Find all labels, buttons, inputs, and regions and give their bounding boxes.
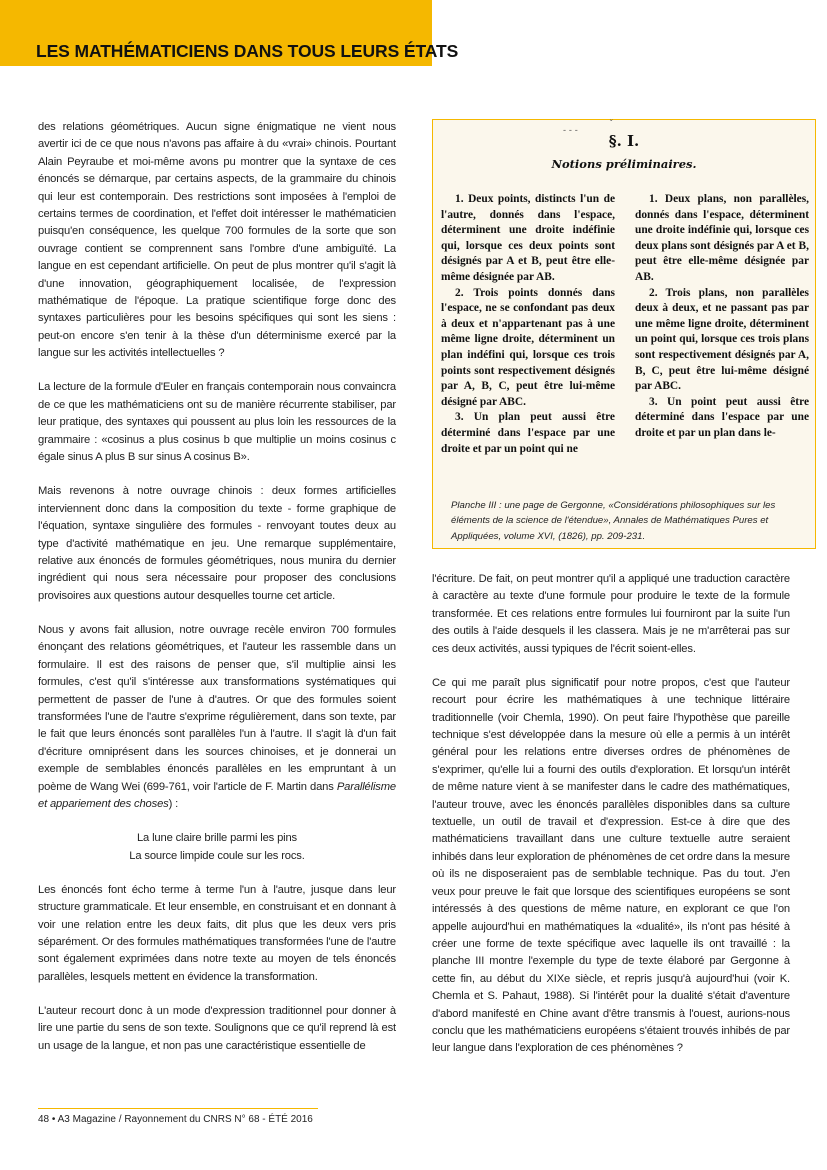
- figure-text: 3. Un plan peut aussi être déterminé dans l'espace par une droite et par un point qui ne: [441, 411, 615, 455]
- right-column: [432, 571, 790, 1058]
- figure-plate: [432, 119, 816, 549]
- footer-text: 48 • A3 Magazine / Rayonnement du CNRS N° 68 - ÉTÉ 2016: [38, 1114, 313, 1125]
- figure-text: 1. Deux points, distincts l'un de l'autre, donnés dans l'espace, déterminent une droite indéfinie qui, lorsque ces deux points sont désignés par A et B, peut être elle-même désignée par AB.: [441, 193, 615, 283]
- footer-divider: [38, 1108, 318, 1109]
- paragraph: Les énoncés font écho terme à terme l'un à l'autre, jusque dans leur structure grammaticale. Et leur ensemble, en construisant et en donnant à voir une relation entre les deux faits, dit plus que les deux vers pris séparément. Or des formules mathématiques transformées l'une de l'autre sont également exprimées dans notre texte au moyen de tels énoncés parallèles, lesquels mettent en évidence la transformation.: [38, 883, 396, 983]
- paragraph: La lecture de la formule d'Euler en français contemporain nous convaincra de ce que les mathématiciens ont su de manière récurrente stabiliser, par leur pratique, des syntaxes qui poussent au plus loin les ressources de la grammaire : «cosinus a plus cosinus b que multiplie un moins cosinus c égale sinus A plus B sur sinus A cosinus B».: [38, 381, 396, 464]
- paragraph: des relations géométriques. Aucun signe énigmatique ne vient nous avertir ici de ce que nous n'avons pas affaire à du «vrai» chinois. Pourtant Alain Peyraube et moi-même avons pu montrer que la syntaxe de ces énoncés se démarque, par certains aspects, de la grammaire du chinois qui leur est contemporain. Des restrictions sont imposées à l'emploi de certains termes de coordination, et l'effet doit intéresser le mathématicien puisqu'en conséquence, les quelque 700 formules de la sorte que son ouvrage contient se comprennent sans l'ombre d'une ambiguïté. La langue en est cependant artificielle. On peut de plus montrer qu'il s'agit là d'une innovation, géographiquement localisée, de l'expression mathématique de l'époque. La pratique scientifique forge donc des syntaxes particulières pour les besoins spécifiques qui sont les siens : peut-on encore s'en tenir à la thèse d'un déterminisme exercé par la langue sur les activités intellectuelles ?: [38, 121, 396, 360]
- poem-verse: [38, 830, 396, 865]
- paragraph: l'écriture. De fait, on peut montrer qu'il a appliqué une traduction caractère à caractère au texte d'une formule pour produire le texte de la formule transformée. Et ces relations entre formules lui fourniront par la suite l'un des outils à l'aide desquels il les classera. Mais je ne m'arrêterai pas sur ces deux activités, aussi typiques de l'écrit soient-elles.: [432, 573, 790, 655]
- figure-left-column: [441, 192, 615, 457]
- paragraph: Ce qui me paraît plus significatif pour notre propos, c'est que l'auteur recourt pour écrire les mathématiques à une technique littéraire traditionnelle (voir Chemla, 1990). On peut faire l'hypothèse que pareille technique s'est développée dans la mesure où elle a permis à un intérêt général pour les relations entre diverses ordres de phénomènes de s'exprimer, qu'elle lui a fourni des outils d'exploration. Et lorsqu'un intérêt de même nature vient à se manifester dans le cadre des mathématiques, l'auteur trouve, avec les énoncés parallèles disponibles dans sa culture textuelle, un outil de travail et d'expression. Est-ce à dire que des mathématiciens travaillant dans une culture textuelle autre seraient inhibés dans leur exploration de phénomènes de cet ordre dans la mesure où ils ne disposeraient pas de semblable technique. Pas du tout. J'en veux pour preuve le fait que lorsque des scientifiques européens se sont intéressés à des questions de même nature, en explorant ce que l'on appelle aujourd'hui en mathématiques la «dualité», ils n'ont pas hésité à créer une forme de texte spécifique avec laquelle ils ont travaillé : la planche III montre l'exemple du type de texte élaboré par Gergonne à cette fin, au début du XIXe siècle, et repris jusqu'à aujourd'hui (voir K. Chemla et S. Pahaut, 1988). Si l'intérêt pour la dualité s'était d'aventure d'abord manifesté en Chine avant d'être transmis à l'ouest, aurions-nous conclu que les mathématiciens européens s'étaient trouvés inhibés de par leur langue dans l'exploration de ces phénomènes ?: [432, 676, 790, 1055]
- figure-text: 1. Deux plans, non parallèles, donnés dans l'espace, déterminent une droite indéfinie qui, lorsque ces deux plans sont désignés par A et B, peut être elle-même désignée par AB.: [635, 193, 809, 283]
- figure-subtitle: Notions préliminaires.: [551, 157, 697, 171]
- figure-text: 2. Trois points donnés dans l'espace, ne se confondant pas deux à deux et n'appartenant pas à une même ligne droite, déterminent un plan indéfini qui, lorsque ces trois points sont respectivement désignés par A, B, C, peut être lui-même désigné par ABC.: [441, 286, 615, 408]
- book-title: Parallélisme et appariement des choses: [38, 780, 396, 811]
- figure-text: 2. Trois plans, non parallèles deux à deux, et ne passant pas par une même ligne droite, déterminent un point qui, lorsque ces trois plans sont respectivement désignés par A, B, C, peut être lui-même désigné par ABC.: [635, 286, 809, 393]
- verse-line: La source limpide coule sur les rocs.: [129, 849, 305, 862]
- paragraph: Mais revenons à notre ouvrage chinois : deux formes artificielles interviennent donc dans la composition du texte - forme graphique de l'équation, syntaxe singulière des formules - renvoyant toutes deux au type d'activité mathématique en jeu. Une remarque supplémentaire, relative aux énoncés de formules géométriques, nous munira du dernier ingrédient qui nous sera nécessaire pour proposer des conclusions provisoires aux questions autour desquelles tourne cet article.: [38, 485, 396, 602]
- scan-mark: ˇ: [609, 120, 614, 130]
- paragraph: L'auteur recourt donc à un mode d'expression traditionnel pour donner à lire une partie du sens de son texte. Soulignons que ce qu'il reprend là est un usage de la langue, et non pas une caractéristique essentielle de: [38, 1005, 396, 1052]
- figure-text: 3. Un point peut aussi être déterminé dans l'espace par une droite et par un plan dans le-: [635, 395, 809, 439]
- verse-line: La lune claire brille parmi les pins: [136, 832, 297, 845]
- paragraph: [38, 622, 396, 813]
- figure-section-heading: §. I.: [608, 132, 640, 150]
- figure-caption: Planche III : une page de Gergonne, «Considérations philosophiques sur les éléments de la science de l'étendue», Annales de Mathématiques Pures et Appliquées, volume XVI, (1826), pp. 209-231.: [451, 500, 776, 542]
- page-title: LES MATHÉMATICIENS DANS TOUS LEURS ÉTATS: [36, 41, 459, 61]
- paragraph-text: Nous y avons fait allusion, notre ouvrage recèle environ 700 formules énonçant des relations géométriques, et l'auteur les rassemble dans un formulaire. Il est des raisons de penser que, s'il multiplie ainsi les formules, c'est qu'il s'intéresse aux transformations systématiques qui permettent de passer de l'une à d'autres. Or que des formules soient transformées l'une de l'autre s'exprime régulièrement, dans son texte, par le fait que leurs énoncés sont parallèles l'un à l'autre. Il s'agit là d'un fait d'écriture omniprésent dans les sources chinoises, et je donnerai un exemple de semblables énoncés parallèles en les empruntant à un poème de Wang Wei (699-761, voir l'article de F. Martin dans: [38, 623, 396, 793]
- left-column: [38, 119, 396, 1055]
- scan-mark: - - -: [563, 126, 578, 136]
- figure-right-column: [635, 192, 809, 442]
- paragraph-text: ) :: [168, 798, 179, 811]
